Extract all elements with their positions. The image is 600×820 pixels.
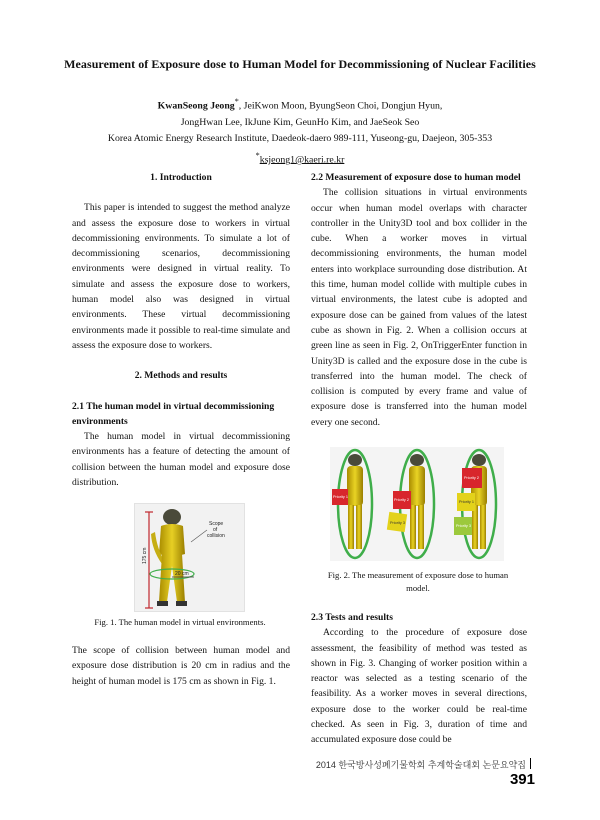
paragraph-2-2: The collision situations in virtual environments occur when human model overlaps with character controller in the Unity3D tool and box collider in the cube. When a worker moves in virtual decommissioning environments, the human model enters into workplace surrounding dose distribution. At this time, human model collide with multiple cubes in virtual environments, the latest cube is adopted and exposure dose can be gained from values of the latest cube as shown in Fig. 2. When a collision occurs at green line as seen in Fig. 2, OnTriggerEnter function in Unity3D is called and the exposure dose in the cube is transferred into the human model. The check of collision is computed by every frame and value of exposure dose is transferred into the human model every one second. xyxy=(311,187,527,428)
fig2-cube-label-2: Priority 2 xyxy=(394,498,409,502)
fig2-cube-label-3: Priority 3 xyxy=(390,521,405,525)
right-column-bottom xyxy=(311,610,527,748)
authors-line-1 xyxy=(20,94,580,115)
fig2-cube-label-6: Priority 3 xyxy=(456,524,471,528)
left-column-bottom xyxy=(72,643,290,689)
figure-2-exposure-measurement xyxy=(330,447,504,561)
page-number: 391 xyxy=(509,771,535,788)
intro-paragraph: This paper is intended to suggest the method analyze and assess the exposure dose to workers in virtual decommissioning environments. To simulate a lot of decommissioning scenarios, decommissioning environments were designed in virtual reality. To simulate and assess the exposure dose to workers, human model also was designed in virtual environments. These virtual decommissioning environments made it possible to real-time simulate and assess the exposure dose to workers. xyxy=(72,202,290,351)
affiliation: Korea Atomic Energy Research Institute, Daedeok-daero 989-111, Yuseong-gu, Daejeon, 305-353 xyxy=(107,133,493,145)
email-line xyxy=(20,148,580,169)
figure-1-human-model xyxy=(134,503,245,612)
fig1-scope-label-2: of xyxy=(213,527,218,533)
fig2-cube-label-5: Priority 1 xyxy=(459,500,474,504)
footer-proceedings: 2014 한국방사성폐기물학회 추계학술대회 논문요약집 xyxy=(315,760,526,770)
corresponding-mark: * xyxy=(234,97,239,106)
fig1-scope-label-1: Scope xyxy=(209,521,224,527)
fig2-cube-label-1: Priority 1 xyxy=(333,495,348,499)
paragraph-scope: The scope of collision between human model and exposure dose distribution is 20 cm in radius and the height of human model is 175 cm as shown in Fig. 1. xyxy=(72,645,290,687)
fig1-scope-label-3: collision xyxy=(207,533,225,539)
co-authors-1: , JeiKwon Moon, ByungSeon Choi, Dongjun Hyun, xyxy=(238,100,443,112)
email-link[interactable]: ksjeong1@kaeri.re.kr xyxy=(259,154,345,166)
paragraph-2-1: The human model in virtual decommissioning environments has a feature of detecting the amount of collision between the human model and exposure dose distribution. xyxy=(72,431,290,489)
figure-2-caption: Fig. 2. The measurement of exposure dose to human model. xyxy=(327,570,509,593)
fig1-height-label: 175 cm xyxy=(142,547,148,564)
fig2-cube-label-4: Priority 2 xyxy=(464,476,479,480)
footer-divider xyxy=(530,758,531,769)
left-column xyxy=(72,170,290,490)
authors-line-2: JongHwan Lee, IkJune Kim, GeunHo Kim, and JaeSeok Seo xyxy=(180,116,420,128)
email-mark: * xyxy=(255,151,260,161)
heading-introduction: 1. Introduction xyxy=(150,172,212,183)
paper-title: Measurement of Exposure dose to Human Model for Decommissioning of Nuclear Facilities xyxy=(64,57,536,71)
author-block xyxy=(20,94,580,169)
heading-methods: 2. Methods and results xyxy=(134,370,228,382)
lead-author: KwanSeong Jeong xyxy=(157,100,235,112)
heading-2-3: 2.3 Tests and results xyxy=(311,612,393,623)
heading-2-1: 2.1 The human model in virtual decommissioning environments xyxy=(72,400,275,427)
right-column xyxy=(311,170,527,430)
fig1-radius-label: 20 cm xyxy=(175,571,189,577)
heading-2-2: 2.2 Measurement of exposure dose to human model xyxy=(311,172,521,183)
page-footer xyxy=(305,758,535,788)
figure-1-caption: Fig. 1. The human model in virtual environments. xyxy=(94,617,266,627)
paragraph-2-3: According to the procedure of exposure dose assessment, the feasibility of method was tested as shown in Fig. 3. Changing of worker position within a reactor was selected as a testing scenario of the feasibility. As a worker moves in several directions, exposure dose to the worker could be real-time checked. As seen in Fig. 3, duration of time and accumulated exposure dose could be xyxy=(311,627,527,746)
